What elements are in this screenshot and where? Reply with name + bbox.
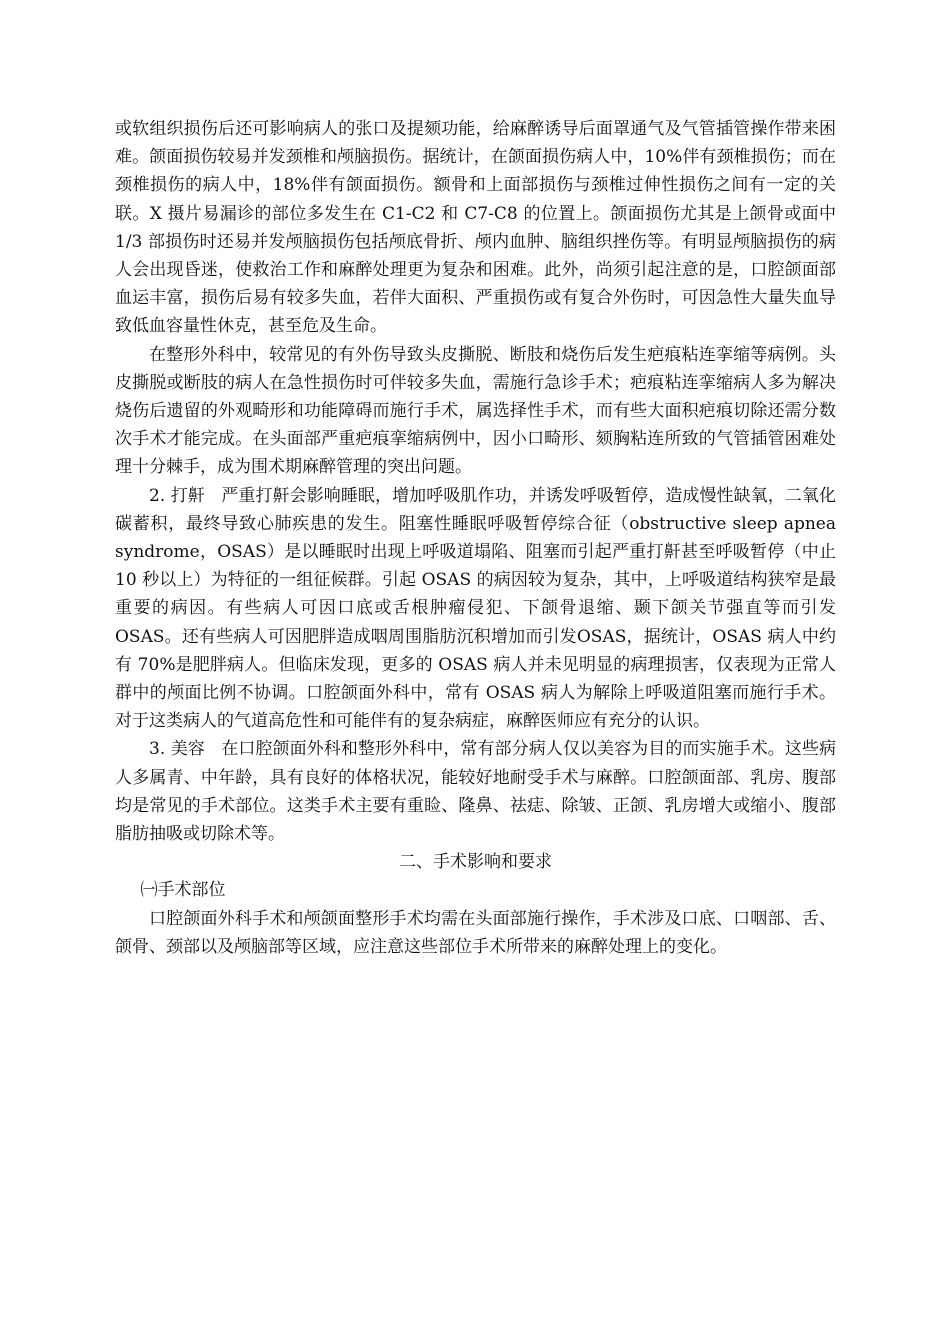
cosmetic-body: 在口腔颌面外科和整形外科中，常有部分病人仅以美容为目的而实施手术。这些病人多属青、中年龄，具有良好的体格状况，能较好地耐受手术与麻醉。口腔颌面部、乳房、腹部均是常见的手术部位。这类手术主要有重睑、隆鼻、祛痣、除皱、正颌、乳房增大或缩小、腹部脂肪抽吸或切除术等。 <box>115 739 837 845</box>
paragraph-cosmetic <box>115 735 836 848</box>
section-heading: 二、手术影响和要求 <box>399 852 552 873</box>
paragraph-snoring <box>115 482 836 736</box>
snoring-lead: 2. 打鼾 <box>149 485 205 506</box>
document-page <box>115 115 836 961</box>
cosmetic-lead: 3. 美容 <box>149 739 205 760</box>
paragraph-plastic-surgery-trauma: 在整形外科中，较常见的有外伤导致头皮撕脱、断肢和烧伤后发生疤痕粘连挛缩等病例。头皮撕脱或断肢的病人在急性损伤时可伴较多失血，需施行急诊手术；疤痕粘连挛缩病人多为解决烧伤后遗留的外观畸形和功能障碍而施行手术，属选择性手术，而有些大面积疤痕切除还需分数次手术才能完成。在头面部严重疤痕挛缩病例中，因小口畸形、颏胸粘连所致的气管插管困难处理十分棘手，成为围术期麻醉管理的突出问题。 <box>115 344 836 478</box>
subsection-heading: ㈠手术部位 <box>140 880 226 901</box>
snoring-body: 严重打鼾会影响睡眠，增加呼吸肌作功，并诱发呼吸暂停，造成慢性缺氧，二氧化碳蓄积，最终导致心肺疾患的发生。阻塞性睡眠呼吸暂停综合征（obstructive sleep apnea syndrome，OSAS）是以睡眠时出现上呼吸道塌陷、阻塞而引起严重打鼾甚至呼吸暂停（中止 10 秒以上）为特征的一组征候群。引起 OSAS 的病因较为复杂，其中，上呼吸道结构狭窄是最重要的病因。有些病人可因口底或舌根肿瘤侵犯、下颌骨退缩、颞下颌关节强直等而引发 OSAS。还有些病人可因肥胖造成咽周围脂肪沉积增加而引发OSAS，据统计，OSAS 病人中约有 70%是肥胖病人。但临床发现，更多的 OSAS 病人并未见明显的病理损害，仅表现为正常人群中的颅面比例不协调。口腔颌面外科中，常有 OSAS 病人为解除上呼吸道阻塞而施行手术。对于这类病人的气道高危性和可能伴有的复杂病症，麻醉医师应有充分的认识。 <box>115 485 837 732</box>
paragraph-maxillofacial-injury: 或软组织损伤后还可影响病人的张口及提颏功能，给麻醉诱导后面罩通气及气管插管操作带来困难。颌面损伤较易并发颈椎和颅脑损伤。据统计，在颌面损伤病人中，10%伴有颈椎损伤；而在颈椎损伤的病人中，18%伴有颌面损伤。额骨和上面部损伤与颈椎过伸性损伤之间有一定的关联。X 摄片易漏诊的部位多发生在 C1-C2 和 C7-C8 的位置上。颌面损伤尤其是上颌骨或面中 1/3 部损伤时还易并发颅脑损伤包括颅底骨折、颅内血肿、脑组织挫伤等。有明显颅脑损伤的病人会出现昏迷，使救治工作和麻醉处理更为复杂和困难。此外，尚须引起注意的是，口腔颌面部血运丰富，损伤后易有较多失血，若伴大面积、严重损伤或有复合外伤时，可因急性大量失血导致低血容量性休克，甚至危及生命。 <box>115 119 836 337</box>
paragraph-surgical-site: 口腔颌面外科手术和颅颌面整形手术均需在头面部施行操作，手术涉及口底、口咽部、舌、颌骨、颈部以及颅脑部等区域，应注意这些部位手术所带来的麻醉处理上的变化。 <box>115 908 836 957</box>
